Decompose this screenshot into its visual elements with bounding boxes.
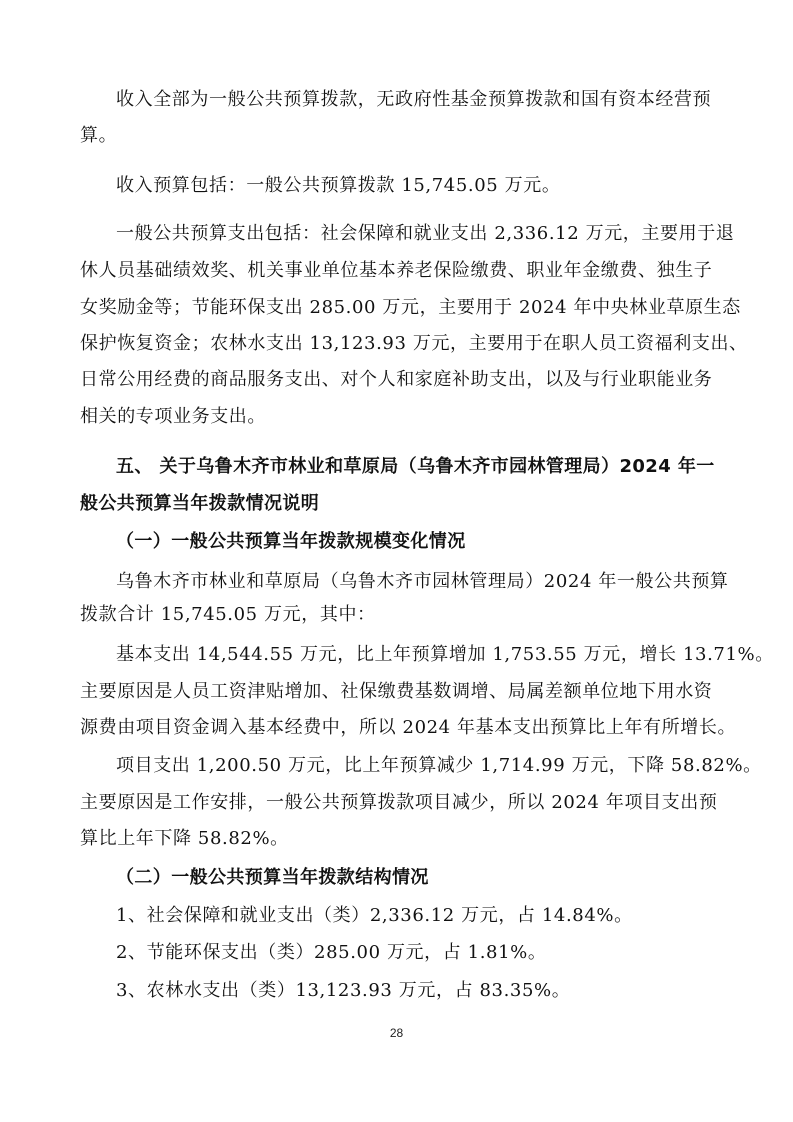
paragraph-line: 乌鲁木齐市林业和草原局（乌鲁木齐市园林管理局）2024 年一般公共预算 [116, 571, 729, 592]
paragraph-line: 主要原因是人员工资津贴增加、社保缴费基数调增、局属差额单位地下用水资 [80, 681, 713, 702]
section-heading: 五、 关于乌鲁木齐市林业和草原局（乌鲁木齐市园林管理局）2024 年一 [116, 456, 715, 477]
paragraph-line: 项目支出 1,200.50 万元，比上年预算减少 1,714.99 万元，下降 58.82%。 [116, 755, 762, 776]
paragraph-line: 拨款合计 15,745.05 万元，其中： [80, 604, 376, 625]
paragraph-line: 主要原因是工作安排，一般公共预算拨款项目减少，所以 2024 年项目支出预 [80, 792, 718, 813]
paragraph-line: 收入全部为一般公共预算拨款，无政府性基金预算拨款和国有资本经营预 [116, 89, 712, 110]
paragraph-line: 日常公用经费的商品服务支出、对个人和家庭补助支出，以及与行业职能业务 [80, 369, 713, 390]
paragraph-line: 保护恢复资金；农林水支出 13,123.93 万元，主要用于在职人员工资福利支出、 [80, 333, 748, 354]
paragraph-line: 一般公共预算支出包括：社会保障和就业支出 2,336.12 万元，主要用于退 [116, 223, 735, 244]
list-item: 2、节能环保支出（类）285.00 万元，占 1.81%。 [116, 942, 547, 963]
subsection-heading: （二）一般公共预算当年拨款结构情况 [116, 867, 429, 888]
paragraph-line: 休人员基础绩效奖、机关事业单位基本养老保险缴费、职业年金缴费、独生子 [80, 260, 713, 281]
paragraph-line: 基本支出 14,544.55 万元，比上年预算增加 1,753.55 万元，增长 13.71%。 [116, 644, 774, 665]
paragraph-line: 算比上年下降 58.82%。 [80, 828, 289, 849]
list-item: 3、农林水支出（类）13,123.93 万元，占 83.35%。 [116, 980, 571, 1001]
paragraph-line: 女奖励金等；节能环保支出 285.00 万元，主要用于 2024 年中央林业草原生态 [80, 297, 741, 318]
paragraph-line: 算。 [80, 125, 118, 146]
section-heading: 般公共预算当年拨款情况说明 [80, 493, 320, 514]
paragraph-line: 相关的专项业务支出。 [80, 406, 266, 427]
subsection-heading: （一）一般公共预算当年拨款规模变化情况 [116, 531, 466, 552]
list-item: 1、社会保障和就业支出（类）2,336.12 万元，占 14.84%。 [116, 905, 633, 926]
page-number: 28 [389, 1026, 404, 1040]
paragraph-line: 源费由项目资金调入基本经费中，所以 2024 年基本支出预算比上年有所增长。 [80, 717, 737, 738]
paragraph-line: 收入预算包括：一般公共预算拨款 15,745.05 万元。 [116, 175, 561, 196]
